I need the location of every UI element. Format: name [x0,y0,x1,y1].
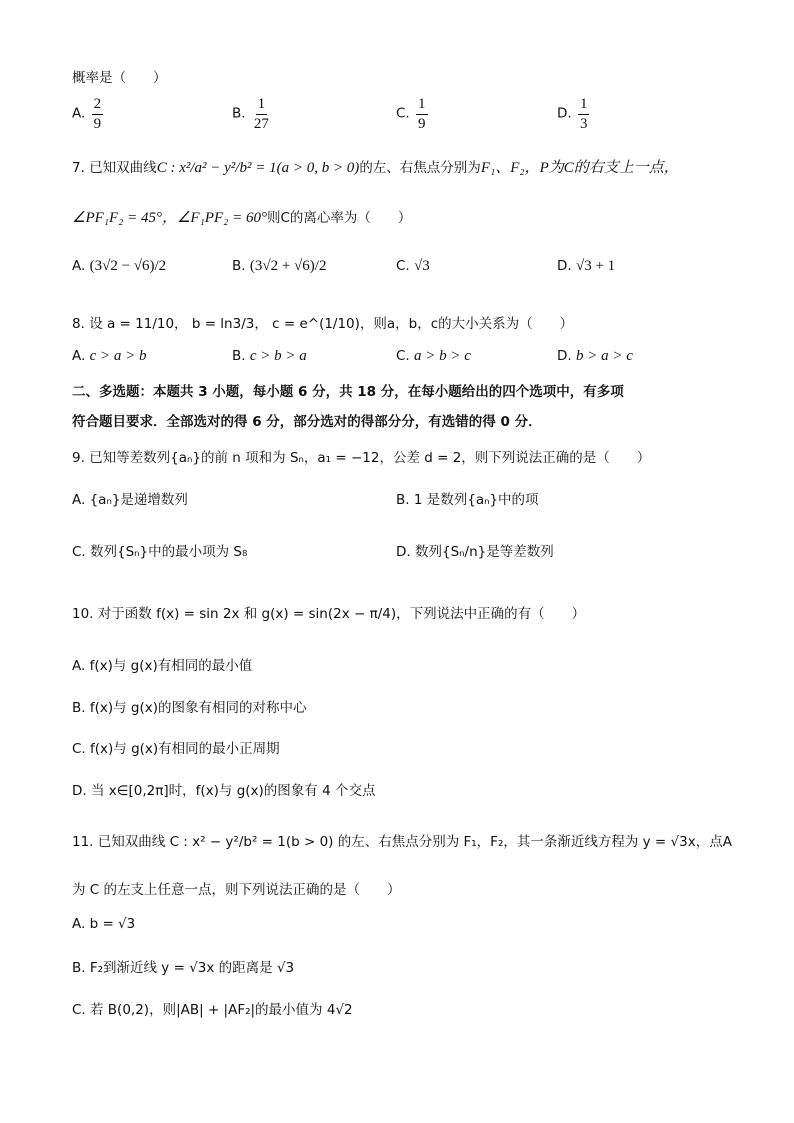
q11-stem-line2: 为 C 的左支上任意一点，则下列说法正确的是（ ） [72,882,401,898]
q6-option-c-fraction: $\frac{1}{9}$ [418,96,426,132]
q6-option-b[interactable]: B. $\frac{1}{27}$ [232,96,269,132]
q11-option-b[interactable]: B. F₂到渐近线 y = √3x 的距离是 √3 [72,960,295,976]
q9-option-d[interactable]: D. 数列{Sₙ/n}是等差数列 [396,544,554,560]
q7-option-d[interactable]: D. √3 + 1 [557,258,616,274]
q8-option-a[interactable]: A. c > a > b [72,348,147,364]
q9-option-c[interactable]: C. 数列{Sₙ}中的最小项为 S₈ [72,544,248,560]
q11-stem-line1: 11. 已知双曲线 C : x² − y²/b² = 1(b > 0) 的左、右焦点分别为 F₁，F₂，其一条渐近线方程为 y = √3x，点A [72,834,732,850]
q6-option-a-fraction: $\frac{2}{9}$ [93,96,102,132]
q6-stem-end: 概率是（ ） [72,70,167,86]
q10-option-d[interactable]: D. 当 x∈[0,2π]时，f(x)与 g(x)的图象有 4 个交点 [72,783,376,799]
q9-option-b[interactable]: B. 1 是数列{aₙ}中的项 [396,492,539,508]
q7-stem: 7. 已知双曲线C : x²/a² − y²/b² = 1(a > 0, b > 0)的左、右焦点分别为F₁、F₂，P为C的右支上一点， [72,160,679,176]
q9-option-a[interactable]: A. {aₙ}是递增数列 [72,492,188,508]
q10-option-a[interactable]: A. f(x)与 g(x)有相同的最小值 [72,658,253,674]
q10-stem: 10. 对于函数 f(x) = sin 2x 和 g(x) = sin(2x − π/4)，下列说法中正确的有（ ） [72,606,586,622]
q7-option-b[interactable]: B. (3√2 + √6)/2 [232,258,327,274]
q6-option-d[interactable]: D. $\frac{1}{3}$ [557,96,588,132]
q6-option-c[interactable]: C. $\frac{1}{9}$ [396,96,426,132]
q8-option-d[interactable]: D. b > a > c [557,348,633,364]
q10-option-b[interactable]: B. f(x)与 g(x)的图象有相同的对称中心 [72,700,307,716]
section2-title: 二、多选题：本题共 3 小题，每小题 6 分，共 18 分，在每小题给出的四个选项中，有多项 [72,384,624,400]
q10-option-c[interactable]: C. f(x)与 g(x)有相同的最小正周期 [72,741,280,757]
q8-option-b[interactable]: B. c > b > a [232,348,307,364]
q7-condition: ∠PF₁F₂ = 45°，∠F₁PF₂ = 60°则C的离心率为（ ） [72,210,412,226]
q6-option-a[interactable]: A. $\frac{2}{9}$ [72,96,102,132]
q7-option-c[interactable]: C. √3 [396,258,430,274]
q7-option-a[interactable]: A. (3√2 − √6)/2 [72,258,167,274]
q8-option-c[interactable]: C. a > b > c [396,348,471,364]
q9-stem: 9. 已知等差数列{aₙ}的前 n 项和为 Sₙ，a₁ = −12，公差 d = 2，则下列说法正确的是（ ） [72,450,651,466]
q8-stem: 8. 设 a = 11/10， b = ln3/3， c = e^(1/10)，则a，b，c的大小关系为（ ） [72,316,574,332]
section2-instructions: 符合题目要求．全部选对的得 6 分，部分选对的得部分分，有选错的得 0 分． [72,414,542,430]
q11-option-c[interactable]: C. 若 B(0,2)，则|AB| + |AF₂|的最小值为 4√2 [72,1002,353,1018]
q6-option-d-fraction: $\frac{1}{3}$ [579,96,588,132]
q11-option-a[interactable]: A. b = √3 [72,916,136,932]
q6-option-b-fraction: $\frac{1}{27}$ [253,96,269,132]
